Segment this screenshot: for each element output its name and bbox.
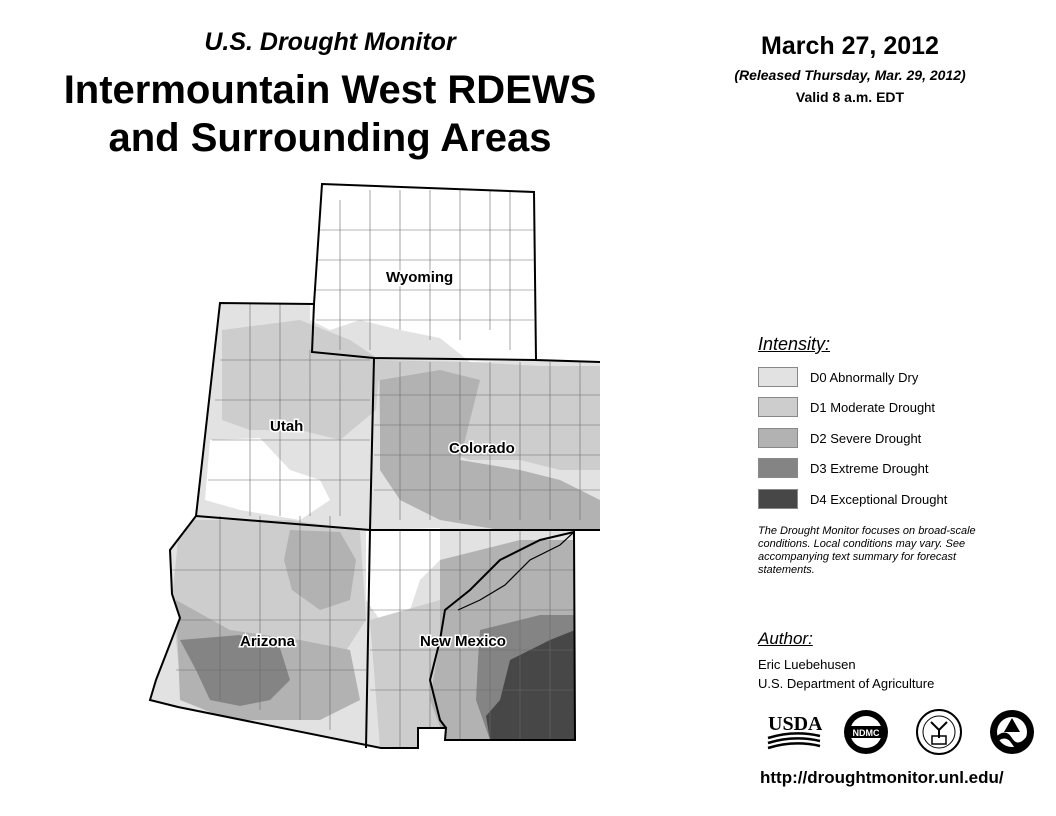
release-date: (Released Thursday, Mar. 29, 2012) [734, 67, 966, 83]
state-label-new-mexico: New Mexico [420, 633, 506, 650]
legend-item-d2 [758, 427, 921, 449]
ndmc-logo-text: NDMC [852, 728, 880, 738]
state-label-colorado: Colorado [449, 440, 515, 457]
map-subtitle: U.S. Drought Monitor [204, 28, 456, 56]
title-line-2: and Surrounding Areas [108, 116, 552, 160]
legend-swatch-d1 [758, 397, 798, 417]
legend-label-d1: D1 Moderate Drought [810, 399, 936, 415]
legend-swatch-d3 [758, 458, 798, 478]
legend-heading: Intensity: [758, 334, 831, 354]
commerce-seal-icon [915, 708, 963, 756]
state-label-wyoming: Wyoming [386, 269, 454, 286]
legend-item-d1 [758, 396, 935, 418]
map-title [20, 66, 640, 162]
author-heading: Author: [758, 629, 813, 648]
usda-logo-text: USDA [768, 713, 822, 735]
state-label-arizona: Arizona [240, 633, 296, 650]
legend-swatch-d2 [758, 428, 798, 448]
title-line-1: Intermountain West RDEWS [63, 68, 597, 112]
author-name: Eric Luebehusen [758, 657, 856, 672]
website-url[interactable]: http://droughtmonitor.unl.edu/ [760, 768, 1004, 787]
legend-item-d3 [758, 457, 929, 479]
legend-label-d0: D0 Abnormally Dry [810, 369, 919, 385]
valid-time: Valid 8 a.m. EDT [795, 89, 905, 105]
author-org: U.S. Department of Agriculture [758, 676, 935, 691]
legend-item-d4 [758, 488, 947, 510]
ndmc-logo [842, 708, 890, 756]
legend-note: The Drought Monitor focuses on broad-scale conditions. Local conditions may vary. See accompanying text summary for forecast statements. [758, 525, 976, 576]
legend-swatch-d4 [758, 489, 798, 509]
usda-logo [766, 708, 822, 752]
map-date: March 27, 2012 [761, 32, 939, 60]
legend-label-d2: D2 Severe Drought [810, 430, 922, 446]
noaa-logo [988, 708, 1036, 756]
state-label-utah: Utah [270, 418, 304, 435]
legend-label-d4: D4 Exceptional Drought [810, 491, 948, 507]
legend-swatch-d0 [758, 367, 798, 387]
legend-item-d0 [758, 366, 918, 388]
legend-label-d3: D3 Extreme Drought [810, 460, 929, 476]
drought-map [140, 180, 600, 750]
